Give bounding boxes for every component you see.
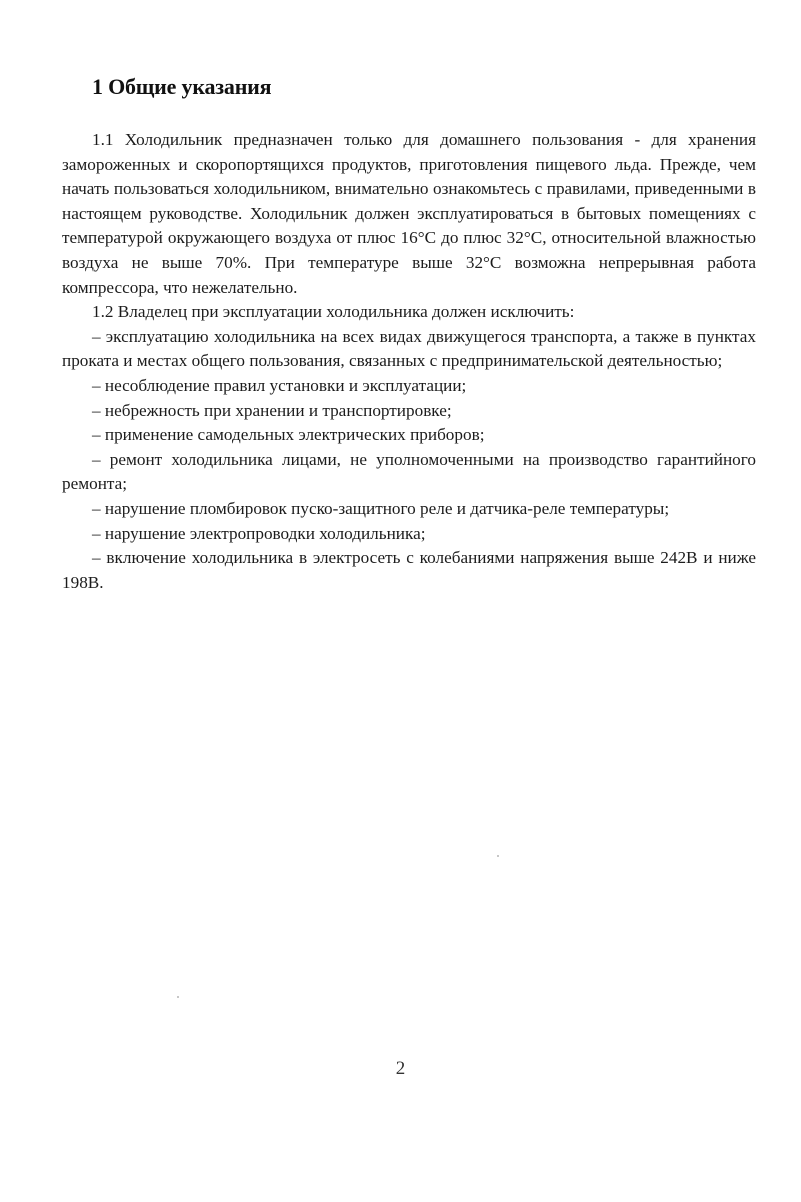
scan-speck	[177, 996, 179, 998]
exclusion-item: – включение холодильника в электросеть с колебаниями напряжения выше 242В и ниже 198В.	[62, 548, 756, 592]
exclusion-item: – применение самодельных электрических приборов;	[92, 425, 485, 445]
exclusion-item: – эксплуатацию холодильника на всех видах движущегося транспорта, а также в пунктах проката и местах общего пользования, связанных с предпринимательской деятельностью;	[62, 326, 756, 371]
exclusion-item: – нарушение электропроводки холодильника;	[92, 523, 426, 543]
exclusion-item: – нарушение пломбировок пуско-защитного реле и датчика-реле температуры;	[92, 498, 670, 518]
exclusion-item: – небрежность при хранении и транспортировке;	[92, 400, 452, 420]
page-number: 2	[395, 1058, 406, 1079]
section-body	[62, 128, 756, 595]
exclusion-item: – ремонт холодильника лицами, не уполномоченными на производство гарантийного ремонта;	[62, 449, 756, 494]
paragraph-1-2-intro: 1.2 Владелец при эксплуатации холодильника должен исключить:	[92, 302, 575, 322]
section-heading: 1 Общие указания	[92, 74, 272, 99]
exclusion-item: – несоблюдение правил установки и эксплуатации;	[92, 375, 467, 395]
paragraph-1-1: 1.1 Холодильник предназначен только для домашнего пользования - для хранения замороженных и скоропортящихся продуктов, приготовления пищевого льда. Прежде, чем начать пользоваться холодильником, внимательно ознакомьтесь с правилами, приведенными в настоящем руководстве. Холодильник должен эксплуатироваться в бытовых помещениях с температурой окружающего воздуха от плюс 16°С до плюс 32°С, относительной влажностью воздуха не выше 70%. При температуре выше 32°С возможна непрерывная работа компрессора, что нежелательно.	[62, 130, 756, 297]
scan-speck	[497, 855, 499, 857]
